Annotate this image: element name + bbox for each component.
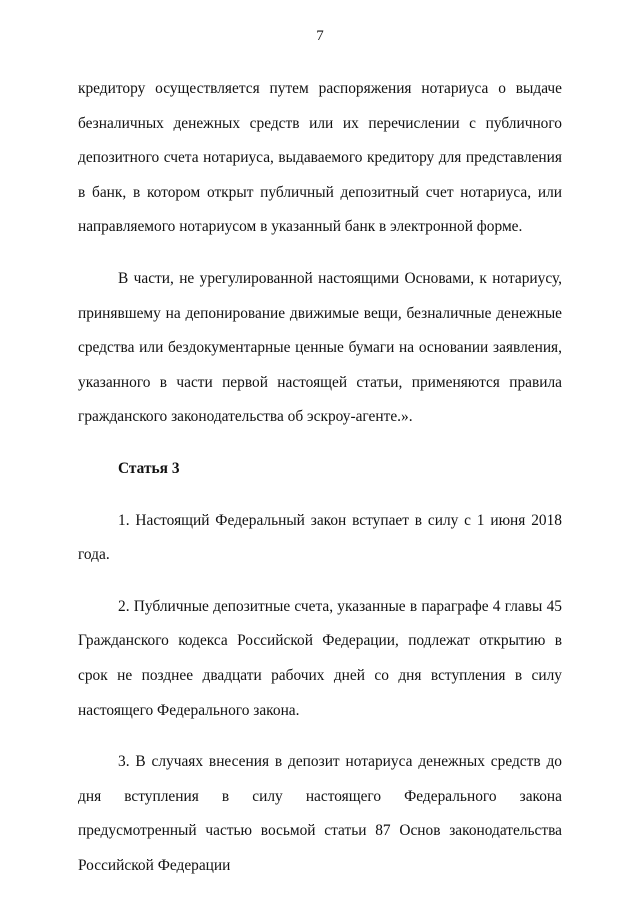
paragraph-escrow-rules: В части, не урегулированной настоящими Основами, к нотариусу, принявшему на депонирование движимые вещи, безналичные денежные средства или бездокументарные ценные бумаги на основании заявления, указанного в части первой настоящей статьи, применяются правила гражданского законодательства об эскроу-агенте.». [78,269,562,426]
page-number: 7 [316,28,324,44]
paragraph-item-3: 3. В случаях внесения в депозит нотариуса денежных средств до дня вступления в силу настоящего Федерального закона предусмотренный частью восьмой статьи 87 Основ законодательства Российской Федерации [78,753,562,874]
document-body [78,72,562,883]
paragraph-item-1: 1. Настоящий Федеральный закон вступает в силу с 1 июня 2018 года. [78,511,562,564]
paragraph-item-2: 2. Публичные депозитные счета, указанные в параграфе 4 главы 45 Гражданского кодекса Российской Федерации, подлежат открытию в срок не позднее двадцати рабочих дней со дня вступления в силу настоящего Федерального закона. [78,597,562,719]
paragraph-continuation: кредитору осуществляется путем распоряжения нотариуса о выдаче безналичных денежных средств или их перечислении с публичного депозитного счета нотариуса, выдаваемого кредитору для представления в банк, в котором открыт публичный депозитный счет нотариуса, или направляемого нотариусом в указанный банк в электронной форме. [78,80,562,236]
article-heading: Статья 3 [118,459,180,477]
